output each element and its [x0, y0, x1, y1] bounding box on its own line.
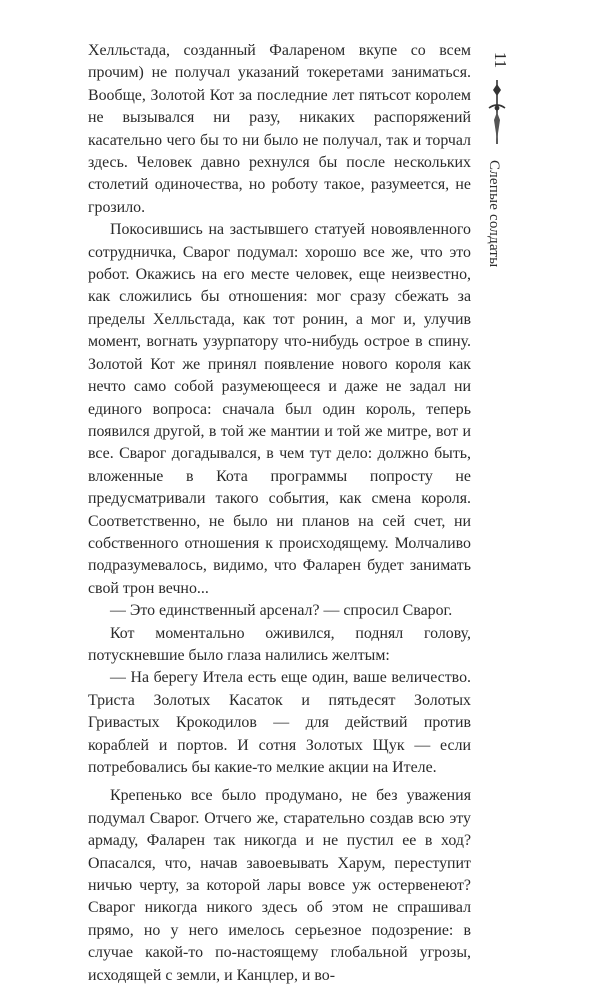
page-number: 11: [491, 51, 510, 69]
paragraph-2: Покосившись на застывшего статуей новоявленного сотрудничка, Сварог подумал: хорошо все же, что это робот. Окажись на его месте человек, еще неизвестно, как сложились бы отношения: мог сразу сбежать за пределы Хелльстада, как тот ронин, а мог и, улучив момент, вогнать узурпатору что-нибудь острое в спину. Золотой Кот же принял появление нового короля как нечто само собой разумеющееся и даже не задал ни единого вопроса: сначала был один король, теперь появился другой, в той же мантии и той же митре, вот и все. Сварог догадывался, в чем тут дело: должно быть, вложенные в Кота программы попросту не предусматривали такого события, как смена короля. Соответственно, не было ни планов на сей счет, ни собственного отношения к происходящему. Молчаливо подразумевалось, видимо, что Фаларен будет занимать свой трон вечно...: [88, 221, 471, 597]
paragraph-6: Крепенько все было продумано, не без уважения подумал Сварог. Отчего же, старательно создав всю эту армаду, Фаларен так никогда и не пустил ее в ход? Опасался, что, начав завоевывать Харум, переступит ничью черту, за которой лары вовсе уж остервенеют? Сварог никогда никого здесь об этом не спрашивал прямо, но у него имелось серьезное подозрение: в случае какой-то по-настоящему глобальной угрозы, исходящей с земли, и Канцлер, и во-: [88, 787, 471, 984]
sword-ornament-icon: [482, 78, 512, 148]
side-header: [478, 40, 518, 320]
paragraph-5: — На берегу Итела есть еще один, ваше величество. Триста Золотых Касаток и пятьдесят Золотых Гривастых Крокодилов — для действий против кораблей и портов. И сотня Золотых Щук — если потребовались бы какие-то мелкие акции на Ителе.: [88, 669, 471, 776]
running-title: Слепые солдаты: [486, 160, 502, 268]
page-text: [88, 40, 471, 987]
paragraph-1: Хелльстада, созданный Фалареном вкупе со всем прочим) не получал указаний токеретами заниматься. Вообще, Золотой Кот за последние лет пятьсот королем не вызывался ни разу, никаких распоряжений касательно чего бы то ни было не получал, так и торчал здесь. Человек давно рехнулся бы после нескольких столетий одиночества, но роботу такое, разумеется, не грозило.: [88, 42, 471, 216]
paragraph-4: Кот моментально оживился, поднял голову, потускневшие было глаза налились желтым:: [88, 624, 471, 664]
paragraph-3: — Это единственный арсенал? — спросил Сварог.: [110, 602, 453, 620]
